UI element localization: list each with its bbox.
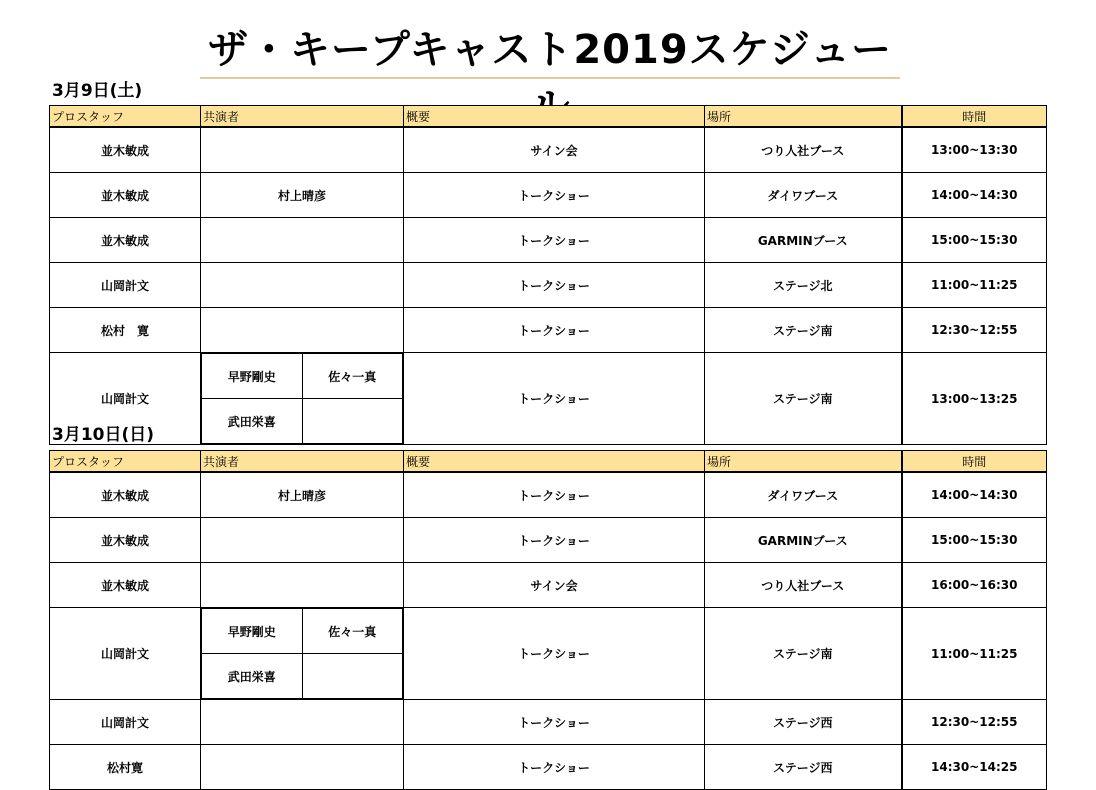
- summary-cell: トークショー: [404, 608, 705, 700]
- day2-heading: 3月10日(日): [52, 425, 155, 445]
- place-cell: GARMINブース: [705, 518, 902, 563]
- summary-cell: トークショー: [404, 745, 705, 790]
- place-cell: つり人社ブース: [705, 127, 902, 173]
- costar-name: 早野剛史: [202, 354, 303, 399]
- staff-cell: 山岡計文: [50, 700, 201, 745]
- time-cell: 15:00~15:30: [902, 518, 1047, 563]
- costar-cell: [201, 563, 404, 608]
- header-summary: 概要: [404, 451, 705, 473]
- costar-name: 佐々一真: [302, 354, 403, 399]
- table-row: [50, 218, 1047, 263]
- staff-cell: 山岡計文: [50, 608, 201, 700]
- staff-cell: 山岡計文: [50, 263, 201, 308]
- place-cell: ステージ南: [705, 608, 902, 700]
- header-place: 場所: [705, 106, 902, 128]
- costar-cell: [201, 308, 404, 353]
- table-row: [50, 308, 1047, 353]
- time-cell: 11:00~11:25: [902, 608, 1047, 700]
- table-row: [50, 518, 1047, 563]
- summary-cell: トークショー: [404, 472, 705, 518]
- header-costar: 共演者: [201, 451, 404, 473]
- costar-cell: 村上晴彦: [201, 472, 404, 518]
- costar-name: 佐々一真: [302, 609, 403, 654]
- time-cell: 13:00~13:30: [902, 127, 1047, 173]
- summary-cell: サイン会: [404, 127, 705, 173]
- summary-cell: トークショー: [404, 218, 705, 263]
- staff-cell: 並木敏成: [50, 127, 201, 173]
- header-time: 時間: [902, 106, 1047, 128]
- costar-cell: [201, 745, 404, 790]
- costar-grid-cell: [201, 353, 404, 445]
- place-cell: ステージ西: [705, 745, 902, 790]
- costar-grid: [201, 608, 403, 699]
- place-cell: ステージ西: [705, 700, 902, 745]
- header-staff: プロスタッフ: [50, 451, 201, 473]
- costar-cell: [201, 263, 404, 308]
- table-row: [50, 127, 1047, 173]
- time-cell: 12:30~12:55: [902, 308, 1047, 353]
- staff-cell: 並木敏成: [50, 218, 201, 263]
- costar-cell: [201, 218, 404, 263]
- time-cell: 12:30~12:55: [902, 700, 1047, 745]
- time-cell: 13:00~13:25: [902, 353, 1047, 445]
- staff-cell: 山岡計文: [50, 353, 201, 445]
- table-row: [50, 563, 1047, 608]
- costar-grid-cell: [201, 608, 404, 700]
- time-cell: 11:00~11:25: [902, 263, 1047, 308]
- place-cell: GARMINブース: [705, 218, 902, 263]
- costar-cell: 村上晴彦: [201, 173, 404, 218]
- table-row: [50, 745, 1047, 790]
- costar-name: [302, 654, 403, 699]
- schedule-table-day1: [49, 105, 1047, 445]
- costar-cell: [201, 127, 404, 173]
- costar-name: [302, 399, 403, 444]
- place-cell: ステージ北: [705, 263, 902, 308]
- costar-cell: [201, 518, 404, 563]
- header-place: 場所: [705, 451, 902, 473]
- staff-cell: 松村寛: [50, 745, 201, 790]
- table-header-row: [50, 451, 1047, 473]
- header-costar: 共演者: [201, 106, 404, 128]
- header-summary: 概要: [404, 106, 705, 128]
- summary-cell: トークショー: [404, 263, 705, 308]
- table-row: [50, 700, 1047, 745]
- time-cell: 14:30~14:25: [902, 745, 1047, 790]
- schedule-table-day2: [49, 450, 1047, 790]
- table-row: [50, 608, 1047, 700]
- place-cell: ステージ南: [705, 308, 902, 353]
- costar-name: 武田栄喜: [202, 399, 303, 444]
- place-cell: ステージ南: [705, 353, 902, 445]
- title-underline: [200, 77, 900, 79]
- staff-cell: 並木敏成: [50, 472, 201, 518]
- time-cell: 14:00~14:30: [902, 472, 1047, 518]
- summary-cell: トークショー: [404, 700, 705, 745]
- place-cell: ダイワブース: [705, 472, 902, 518]
- costar-cell: [201, 700, 404, 745]
- summary-cell: トークショー: [404, 518, 705, 563]
- costar-name: 早野剛史: [202, 609, 303, 654]
- time-cell: 15:00~15:30: [902, 218, 1047, 263]
- page-title: ザ・キープキャスト2019スケジュー: [207, 27, 893, 73]
- place-cell: ダイワブース: [705, 173, 902, 218]
- costar-grid: [201, 353, 403, 444]
- place-cell: つり人社ブース: [705, 563, 902, 608]
- time-cell: 16:00~16:30: [902, 563, 1047, 608]
- table-row: [50, 263, 1047, 308]
- header-staff: プロスタッフ: [50, 106, 201, 128]
- table-row: [50, 173, 1047, 218]
- staff-cell: 並木敏成: [50, 518, 201, 563]
- staff-cell: 並木敏成: [50, 563, 201, 608]
- day1-heading: 3月9日(土): [52, 81, 143, 101]
- table-header-row: [50, 106, 1047, 128]
- table-row: [50, 472, 1047, 518]
- header-time: 時間: [902, 451, 1047, 473]
- time-cell: 14:00~14:30: [902, 173, 1047, 218]
- summary-cell: サイン会: [404, 563, 705, 608]
- staff-cell: 並木敏成: [50, 173, 201, 218]
- costar-name: 武田栄喜: [202, 654, 303, 699]
- staff-cell: 松村 寛: [50, 308, 201, 353]
- table-row: [50, 353, 1047, 445]
- summary-cell: トークショー: [404, 308, 705, 353]
- summary-cell: トークショー: [404, 173, 705, 218]
- summary-cell: トークショー: [404, 353, 705, 445]
